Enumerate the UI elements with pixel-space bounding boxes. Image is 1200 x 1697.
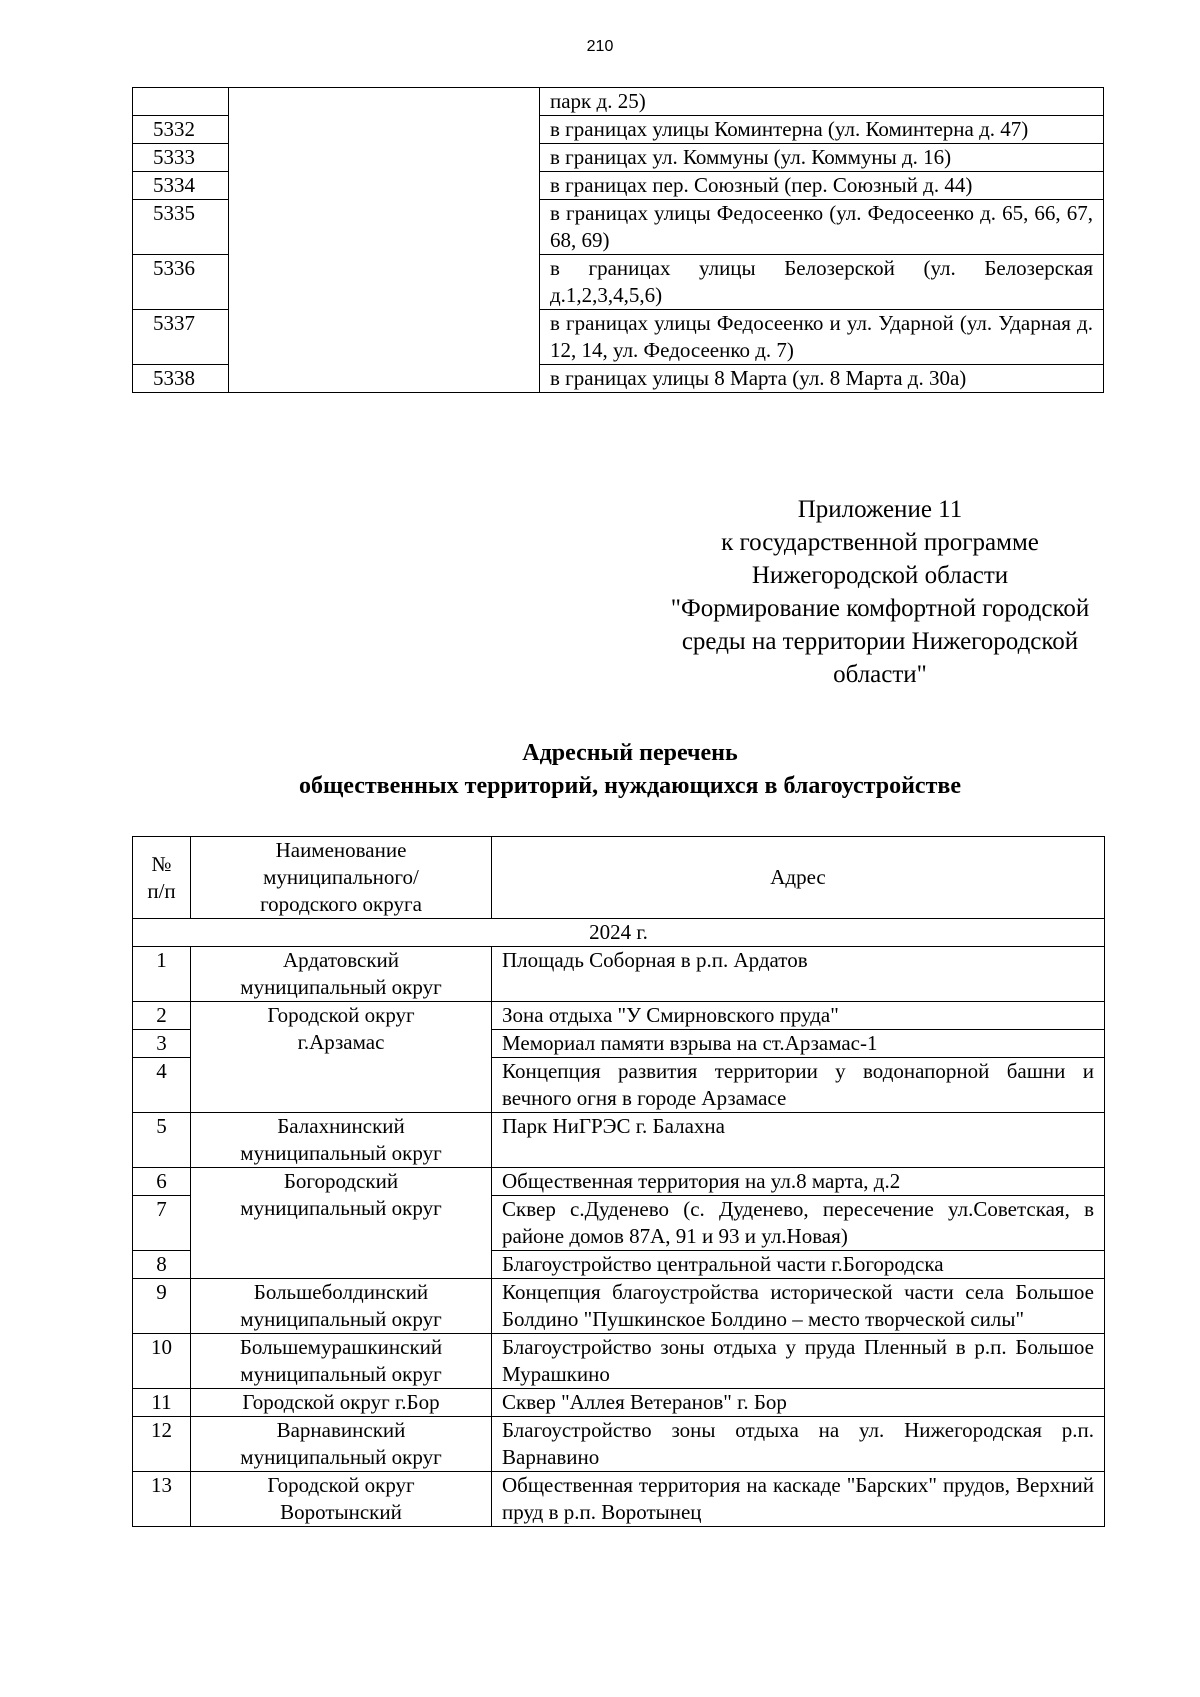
appendix-line: к государственной программе <box>721 529 1039 556</box>
row-number: 8 <box>133 1251 191 1279</box>
address-cell: парк д. 25) <box>540 88 1104 116</box>
municipality-cell <box>191 1002 492 1113</box>
document-title <box>0 737 1200 803</box>
header-municipality <box>191 837 492 919</box>
municipality-cell <box>191 947 492 1002</box>
table-row <box>133 1472 1105 1527</box>
address-cell: Благоустройство центральной части г.Богородска <box>492 1251 1105 1279</box>
table-row <box>133 1334 1105 1389</box>
table-row <box>133 88 1104 116</box>
municipality-cell <box>191 1334 492 1389</box>
address-cell: Общественная территория на ул.8 марта, д.2 <box>492 1168 1105 1196</box>
row-number: 5332 <box>133 116 229 144</box>
table-header-row <box>133 837 1105 919</box>
municipality-text: Балахнинский <box>277 1114 405 1138</box>
address-cell: Зона отдыха "У Смирновского пруда" <box>492 1002 1105 1030</box>
municipality-cell <box>191 1168 492 1279</box>
municipality-text: Городской округ <box>267 1003 415 1027</box>
municipality-text: Городской округ <box>267 1473 415 1497</box>
header-text: п/п <box>147 878 176 903</box>
municipality-text: Воротынский <box>280 1500 402 1524</box>
municipality-text: Варнавинский <box>276 1418 406 1442</box>
table-row <box>133 1279 1105 1334</box>
header-address: Адрес <box>492 837 1105 919</box>
municipality-text: муниципальный округ <box>240 1307 442 1331</box>
municipality-text: муниципальный округ <box>240 975 442 999</box>
row-number: 5 <box>133 1113 191 1168</box>
header-text: Наименование <box>275 838 407 862</box>
address-cell: Общественная территория на каскаде "Барских" прудов, Верхний пруд в р.п. Воротынец <box>492 1472 1105 1527</box>
municipality-text: муниципальный округ <box>240 1141 442 1165</box>
title-line: общественных территорий, нуждающихся в благоустройстве <box>299 773 961 799</box>
row-number: 6 <box>133 1168 191 1196</box>
row-number: 7 <box>133 1196 191 1251</box>
address-cell: Площадь Соборная в р.п. Ардатов <box>492 947 1105 1002</box>
municipality-cell <box>191 1472 492 1527</box>
municipality-cell <box>191 1279 492 1334</box>
address-cell: в границах улицы Федосеенко (ул. Федосеенко д. 65, 66, 67, 68, 69) <box>540 200 1104 255</box>
municipality-text: Большеболдинский <box>253 1280 429 1304</box>
year-row <box>133 919 1105 947</box>
address-cell: в границах улицы Белозерской (ул. Белозерская д.1,2,3,4,5,6) <box>540 255 1104 310</box>
row-number: 5338 <box>133 365 229 393</box>
row-number: 3 <box>133 1030 191 1058</box>
header-number <box>133 837 191 919</box>
appendix-line: "Формирование комфортной городской <box>670 595 1090 622</box>
appendix-line: области" <box>833 661 927 688</box>
empty-column <box>229 88 540 393</box>
municipality-text: Ардатовский <box>282 948 400 972</box>
address-cell: Сквер "Аллея Ветеранов" г. Бор <box>492 1389 1105 1417</box>
row-number: 10 <box>133 1334 191 1389</box>
municipality-cell <box>191 1113 492 1168</box>
table-row <box>133 1389 1105 1417</box>
municipality-cell <box>191 1417 492 1472</box>
table-row <box>133 1002 1105 1030</box>
municipality-text: Большемурашкинский <box>239 1335 443 1359</box>
appendix-line: среды на территории Нижегородской <box>681 628 1079 655</box>
municipality-text: муниципальный округ <box>240 1362 442 1386</box>
municipality-cell: Городской округ г.Бор <box>191 1389 492 1417</box>
address-cell: Благоустройство зоны отдыха у пруда Пленный в р.п. Большое Мурашкино <box>492 1334 1105 1389</box>
address-cell: Мемориал памяти взрыва на ст.Арзамас-1 <box>492 1030 1105 1058</box>
appendix-heading <box>600 493 1160 691</box>
address-cell: Сквер с.Дуденево (с. Дуденево, пересечение ул.Советская, в районе домов 87А, 91 и 93 и ул.Новая) <box>492 1196 1105 1251</box>
title-line: Адресный перечень <box>522 740 738 766</box>
row-number: 12 <box>133 1417 191 1472</box>
table-row <box>133 1113 1105 1168</box>
table-row <box>133 1168 1105 1196</box>
address-cell: в границах улицы 8 Марта (ул. 8 Марта д. 30а) <box>540 365 1104 393</box>
row-number: 5335 <box>133 200 229 255</box>
header-text: муниципального/ <box>263 865 419 889</box>
municipality-text: муниципальный округ <box>240 1196 442 1220</box>
address-cell: в границах ул. Коммуны (ул. Коммуны д. 16) <box>540 144 1104 172</box>
row-number: 2 <box>133 1002 191 1030</box>
address-cell: в границах улицы Федосеенко и ул. Ударной (ул. Ударная д. 12, 14, ул. Федосеенко д. 7) <box>540 310 1104 365</box>
municipality-text: г.Арзамас <box>297 1030 385 1054</box>
page-number: 210 <box>586 38 614 55</box>
row-number: 11 <box>133 1389 191 1417</box>
row-number: 5333 <box>133 144 229 172</box>
top-table <box>132 87 1104 393</box>
row-number: 4 <box>133 1058 191 1113</box>
table-row <box>133 947 1105 1002</box>
address-cell: Парк НиГРЭС г. Балахна <box>492 1113 1105 1168</box>
row-number: 5337 <box>133 310 229 365</box>
address-cell: Концепция развития территории у водонапорной башни и вечного огня в городе Арзамасе <box>492 1058 1105 1113</box>
header-text: № <box>151 851 172 876</box>
address-cell: в границах улицы Коминтерна (ул. Коминтерна д. 47) <box>540 116 1104 144</box>
municipality-text: Богородский <box>283 1169 399 1193</box>
municipality-text: муниципальный округ <box>240 1445 442 1469</box>
appendix-line: Нижегородской области <box>751 562 1009 589</box>
row-number: 9 <box>133 1279 191 1334</box>
header-text: городского округа <box>260 892 422 916</box>
row-number <box>133 88 229 116</box>
address-cell: в границах пер. Союзный (пер. Союзный д. 44) <box>540 172 1104 200</box>
address-cell: Благоустройство зоны отдыха на ул. Нижегородская р.п. Варнавино <box>492 1417 1105 1472</box>
row-number: 5334 <box>133 172 229 200</box>
row-number: 13 <box>133 1472 191 1527</box>
row-number: 5336 <box>133 255 229 310</box>
appendix-line: Приложение 11 <box>797 496 963 523</box>
territories-table <box>132 836 1105 1527</box>
table-row <box>133 1417 1105 1472</box>
address-cell: Концепция благоустройства исторической части села Большое Болдино "Пушкинское Болдино – место творческой силы" <box>492 1279 1105 1334</box>
year-label: 2024 г. <box>133 919 1105 947</box>
row-number: 1 <box>133 947 191 1002</box>
